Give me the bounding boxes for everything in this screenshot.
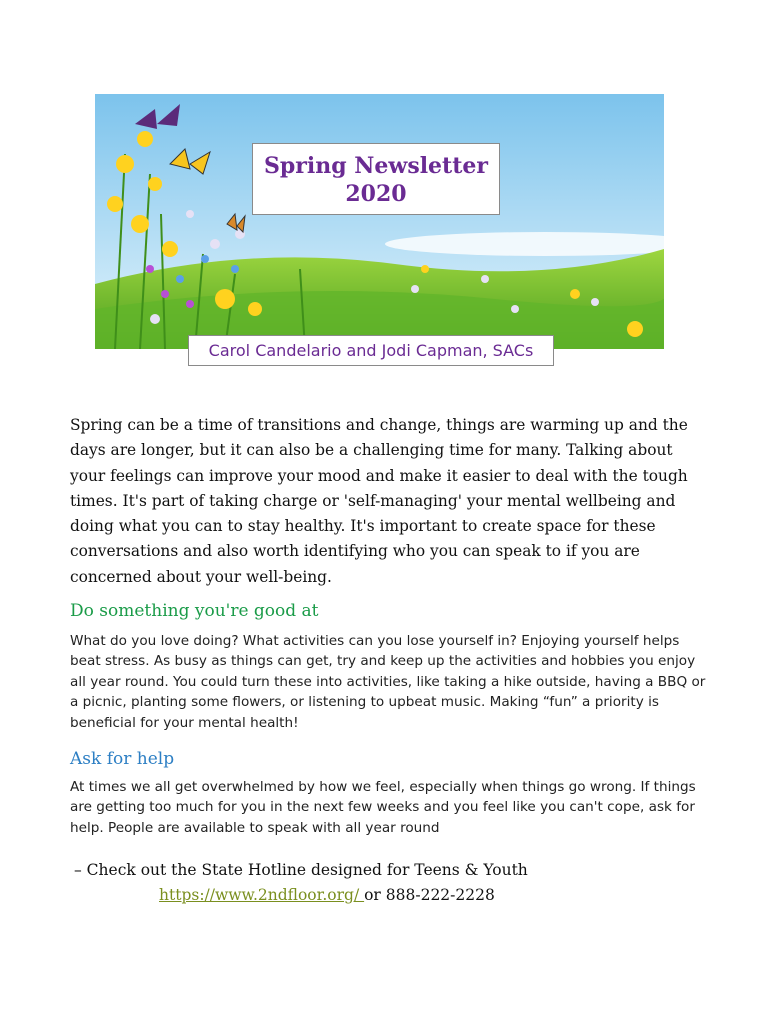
- section-body-good-at: What do you love doing? What activities can you lose yourself in? Enjoying yourself helps beat stress. As busy as things can get, try and keep up the activities and hobbies you enjoy all year round. You could turn these into activities, like taking a hike outside, having a BBQ or a picnic, planting some flowers, or listening to upbeat music. Making “fun” a priority is beneficial for your mental health!: [70, 633, 706, 731]
- section-heading-ask-help: Ask for help: [70, 749, 175, 769]
- hotline-phone: or 888-222-2228: [364, 886, 495, 904]
- intro-paragraph: Spring can be a time of transitions and change, things are warming up and the days are longer, but it can also be a challenging time for many. Talking about your feelings can improve your mood and make it easier to deal with the tough times. It's part of taking charge or 'self-managing' your mental wellbeing and doing what you can to stay healthy. It's important to create space for these conversations and also worth identifying who you can speak to if you are concerned about your well-being.: [70, 416, 688, 586]
- spring-banner-image: [95, 94, 664, 349]
- newsletter-title: Spring Newsletter: [264, 153, 488, 179]
- newsletter-year: 2020: [345, 181, 407, 207]
- newsletter-title-box: [252, 143, 500, 215]
- hotline-text: – Check out the State Hotline designed for Teens & Youth: [74, 861, 528, 879]
- hotline-contact: [159, 886, 495, 904]
- hotline-link[interactable]: https://www.2ndfloor.org/: [159, 886, 365, 904]
- section-heading-good-at: Do something you're good at: [70, 601, 319, 621]
- section-body-ask-help: At times we all get overwhelmed by how we feel, especially when things go wrong. If things are getting too much for you in the next few weeks and you feel like you can't cope, ask for help. People are available to speak with all year round: [70, 779, 696, 836]
- authors-label: Carol Candelario and Jodi Capman, SACs: [188, 335, 554, 366]
